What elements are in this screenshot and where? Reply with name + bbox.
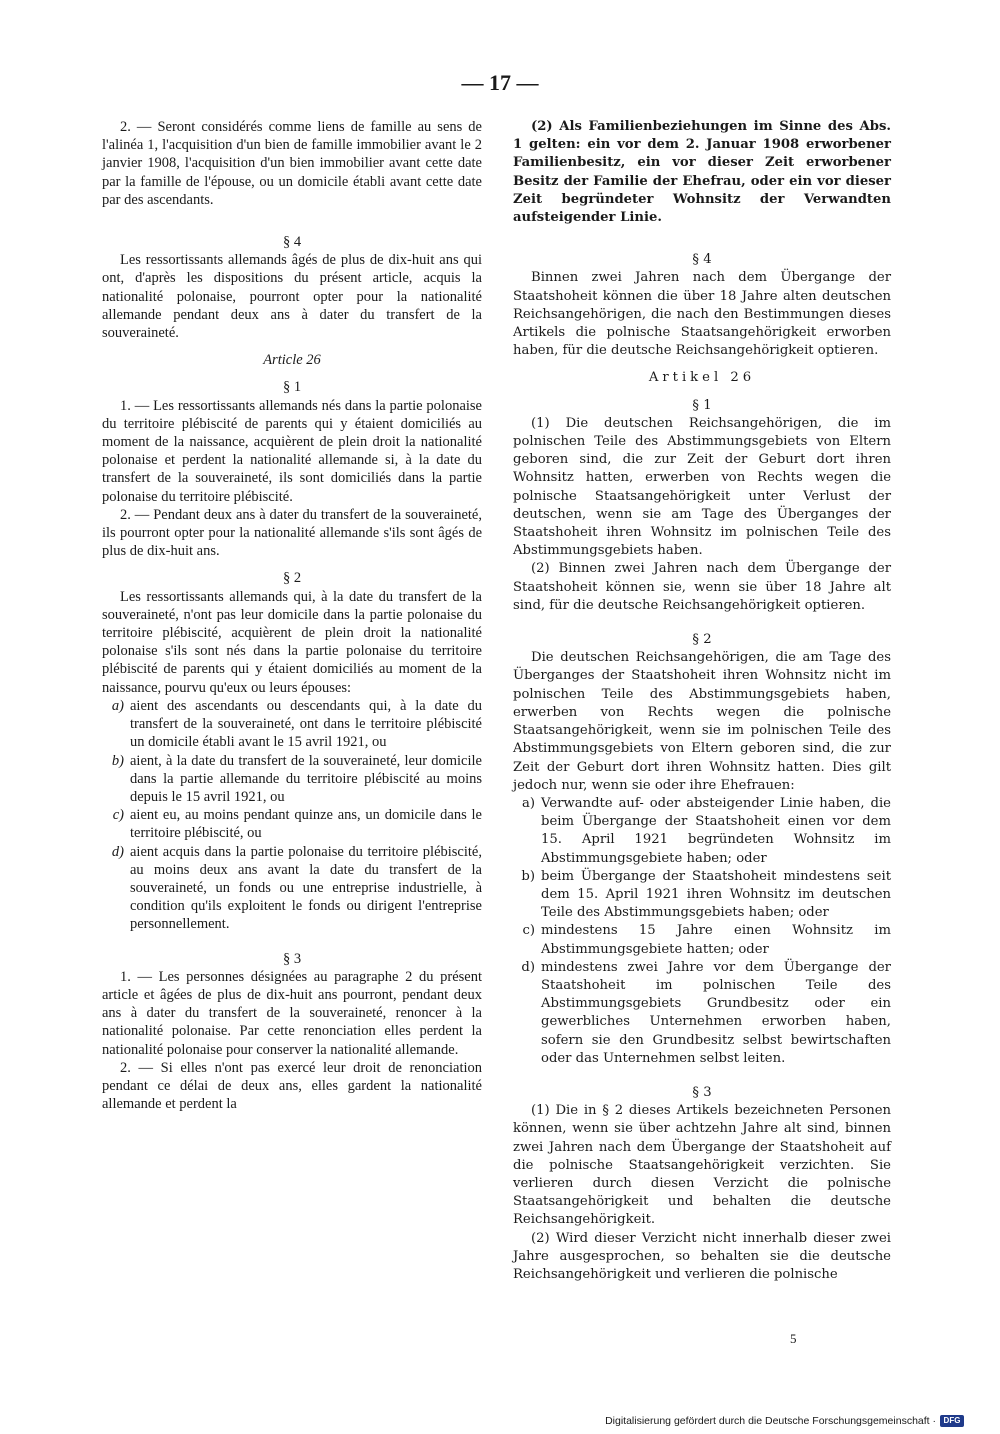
de-s2-intro: Die deutschen Reichsangehörigen, die am Tage des Überganges der Staatshoheit ihren Wohnsitz nicht im polnischen Teile des Abstimmungsgebiets haben, erwerben von Rechts wegen die polnische Staatsangehörigkeit, wenn sie im polnischen Teile des Abstimmungsgebiets von Eltern geboren sind, die zur Zeit der Geburt dort ihren Wohnsitz hatten. Dies gilt jedoch nur, wenn sie oder ihre Ehefrauen: bbox=[513, 650, 891, 793]
de-s2-heading: § 2 bbox=[692, 632, 712, 648]
de-list-item bbox=[513, 922, 891, 958]
fr-list-item bbox=[102, 806, 482, 842]
fr-s3-p2: 2. — Si elles n'ont pas exercé leur droit de renonciation pendant ce délai de deux ans, elles gardent la nationalité allemande et perdent la bbox=[102, 1059, 482, 1113]
de-list-text: Verwandte auf- oder absteigender Linie haben, die beim Übergange der Staatshoheit einen vor dem 15. April 1921 begründeten Wohnsitz im Abstimmungsgebiete haben; oder bbox=[541, 795, 891, 866]
fr-s3-heading: § 3 bbox=[282, 950, 302, 967]
de-list-text: beim Übergange der Staatshoheit mindestens seit dem 15. April 1921 ihren Wohnsitz im deutschen Teile des Abstimmungsgebiets haben; oder bbox=[541, 868, 891, 921]
de-list-item bbox=[513, 959, 891, 1068]
de-list-item bbox=[513, 795, 891, 868]
signature-mark: 5 bbox=[790, 1331, 797, 1346]
fr-list-text: aient acquis dans la partie polonaise du territoire plébiscité, au moins deux ans avant la date du transfert de la souveraineté, un fonds ou une entreprise industrielle, à condition qu'ils exploitent le fonds ou dirigent l'entreprise personnellement. bbox=[130, 843, 482, 933]
fr-list-marker: c) bbox=[112, 807, 124, 824]
german-column bbox=[513, 118, 891, 1284]
fr-s1-p2: 2. — Pendant deux ans à dater du transfert de la souveraineté, ils pourront opter pour la nationalité allemande s'ils sont âgés de plus de dix-huit ans. bbox=[102, 506, 482, 560]
french-column bbox=[102, 118, 482, 1113]
fr-list-marker: d) bbox=[111, 843, 124, 860]
de-para-2: (2) Als Familienbeziehungen im Sinne des Abs. 1 gelten: ein vor dem 2. Januar 1908 erworbener Familienbesitz, ein vor dieser Zeit erworbener Besitz der Familie der Ehefrau, oder ein vor dieser Zeit begründeter Wohnsitz der Verwandten aufsteigender Linie. bbox=[513, 119, 891, 226]
fr-s1-p1: 1. — Les ressortissants allemands nés dans la partie polonaise du territoire plébiscité de parents qui y étaient domiciliés au moment de la naissance, acquièrent de plein droit la nationalité polonaise et perdent la nationalité allemande si, à la date du transfert de la souveraineté, ils sont domiciliés dans la partie polonaise du territoire plébiscité. bbox=[102, 397, 482, 505]
de-sec4-text: Binnen zwei Jahren nach dem Übergange der Staatshoheit können die über 18 Jahre alten deutschen Reichsangehörigen, die nach den Bestimmungen dieses Artikels die polnische Staatsangehörigkeit erworben haben, für die deutsche Reichsangehörigkeit optieren. bbox=[513, 270, 891, 359]
fr-s3-p1: 1. — Les personnes désignées au paragraphe 2 du présent article et âgées de plus de dix-huit ans pourront, pendant deux ans à dater du transfert de la souveraineté, renoncer à la nationalité polonaise. Par cette renonciation elles perdent la nationalité polonaise pour conserver la nationalité allemande. bbox=[102, 968, 482, 1058]
fr-article-heading: Article 26 bbox=[263, 352, 321, 369]
footer bbox=[605, 1415, 964, 1427]
fr-list-item bbox=[102, 697, 482, 752]
de-sec4-heading: § 4 bbox=[692, 252, 712, 268]
fr-list-marker: b) bbox=[111, 752, 124, 769]
dfg-logo-icon: DFG bbox=[940, 1415, 964, 1427]
de-list-item bbox=[513, 868, 891, 923]
de-s1-heading: § 1 bbox=[692, 397, 712, 413]
de-s3-p1: (1) Die in § 2 dieses Artikels bezeichneten Personen können, wenn sie über achtzehn Jahre alt sind, binnen zwei Jahren nach dem Übergange der Staatshoheit auf die polnische Staatsangehörigkeit verzichten. Sie verlieren durch diesen Verzicht die polnische Staatsangehörigkeit und behalten die deutsche Reichsangehörigkeit. bbox=[513, 1103, 891, 1228]
fr-list-text: aient des ascendants ou descendants qui, à la date du transfert de la souveraineté, ont dans le territoire plébiscité un domicile établi avant le 15 avril 1921, ou bbox=[130, 697, 482, 751]
de-list-text: mindestens zwei Jahre vor dem Übergange der Staatshoheit im polnischen Teile des Abstimmungsgebiets Grundbesitz oder ein gewerbliches Unternehmen erworben haben, sofern sie den Grundbesitz selbst bewirtschaften oder das Unternehmen selbst leiten. bbox=[541, 959, 891, 1066]
de-s3-heading: § 3 bbox=[692, 1084, 712, 1100]
de-s1-p2: (2) Binnen zwei Jahren nach dem Übergange der Staatshoheit können sie, wenn sie über 18 Jahre alt sind, für die deutsche Reichsangehörigkeit optieren. bbox=[513, 561, 891, 613]
fr-list-text: aient eu, au moins pendant quinze ans, un domicile dans le territoire plébiscité, ou bbox=[130, 807, 482, 842]
fr-s2-heading: § 2 bbox=[282, 570, 302, 587]
de-s3-p2: (2) Wird dieser Verzicht nicht innerhalb dieser zwei Jahre ausgesprochen, so behalten sie die deutsche Reichsangehörigkeit und verlieren die polnische bbox=[513, 1230, 891, 1282]
fr-list-marker: a) bbox=[111, 697, 124, 714]
fr-sec4-heading: § 4 bbox=[282, 234, 302, 251]
de-list-marker: c) bbox=[522, 923, 535, 939]
fr-sec4-text: Les ressortissants allemands âgés de plus de dix-huit ans qui ont, d'après les dispositions du présent article, acquis la nationalité polonaise, pourront opter pour la nationalité allemande pendant deux ans à dater du transfert de la souveraineté. bbox=[102, 252, 482, 342]
de-list-marker: d) bbox=[521, 959, 535, 975]
fr-s2-intro: Les ressortissants allemands qui, à la date du transfert de la souveraineté, n'ont pas leur domicile dans la partie polonaise du territoire plébiscité, acquièrent de plein droit la nationalité polonaise s'ils sont nés dans la partie polonaise du territoire plébiscité de parents qui y étaient domiciliés au moment de la naissance, pourvu qu'eux ou leurs épouses: bbox=[102, 588, 482, 696]
fr-para-2: 2. — Seront considérés comme liens de famille au sens de l'alinéa 1, l'acquisition d'un bien de famille immobilier avant le 2 janvier 1908, l'acquisition d'un bien immobilier avant cette date par la famille de l'épouse, ou un domicile établi avant cette date par des ascendants. bbox=[102, 119, 482, 208]
fr-s1-heading: § 1 bbox=[282, 379, 302, 396]
fr-list-text: aient, à la date du transfert de la souveraineté, leur domicile dans la partie allemande du territoire plébiscité au moins depuis le 15 avril 1921, ou bbox=[130, 752, 482, 805]
footer-text: Digitalisierung gefördert durch die Deutsche Forschungsgemeinschaft · bbox=[605, 1415, 936, 1427]
page-number: — 17 — bbox=[461, 70, 539, 95]
de-list-marker: a) bbox=[521, 795, 535, 811]
de-list-marker: b) bbox=[521, 868, 535, 884]
fr-list-item bbox=[102, 752, 482, 807]
de-list-text: mindestens 15 Jahre einen Wohnsitz im Abstimmungsgebiete hatten; oder bbox=[541, 923, 891, 957]
de-article-heading: Artikel 26 bbox=[648, 370, 756, 386]
fr-list-item bbox=[102, 843, 482, 934]
de-s1-p1: (1) Die deutschen Reichsangehörigen, die im polnischen Teile des Abstimmungsgebiets von Eltern geboren sind, die zur Zeit der Geburt dort ihren Wohnsitz hatten, erwerben von Rechts wegen die polnische Staatsangehörigkeit unter Verlust der deutschen, wenn sie am Tage des Überganges der Staatshoheit ihren Wohnsitz im polnischen Teile des Abstimmungsgebiets haben. bbox=[513, 415, 891, 559]
